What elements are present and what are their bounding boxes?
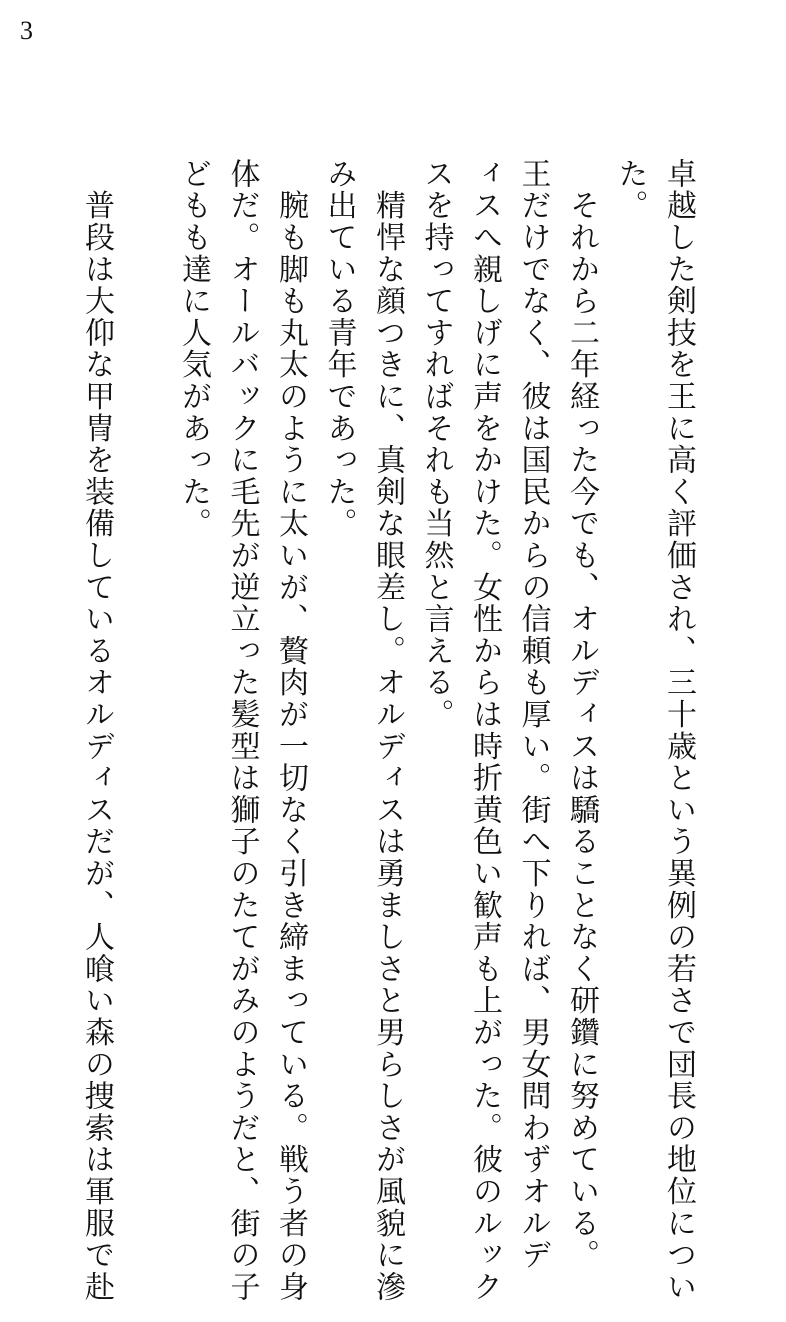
text-column: 腕も脚も丸太のように太いが、贅肉が一切なく引き締まっている。戦う者の身 xyxy=(273,158,308,1303)
page-number: 3 xyxy=(20,16,33,45)
text-column: ィスへ親しげに声をかけた。女性からは時折黄色い歓声も上がった。彼のルック xyxy=(467,158,502,1303)
text-column: 卓越した剣技を王に高く評価され、三十歳という異例の若さで団長の地位につい xyxy=(661,158,696,1303)
text-column: スを持ってすればそれも当然と言える。 xyxy=(418,158,454,731)
text-column: た。 xyxy=(612,158,648,222)
blank-column xyxy=(120,158,169,1268)
text-column: どもも達に人気があった。 xyxy=(176,158,211,540)
vertical-text-body xyxy=(72,158,703,1303)
text-column: み出ている青年であった。 xyxy=(321,158,357,540)
text-column: 精悍な顔つきに、真剣な眼差し。オルディスは勇ましさと男らしさが風貌に滲 xyxy=(370,158,405,1303)
text-column: 普段は大仰な甲冑を装備しているオルディスだが、人喰い森の捜索は軍服で赴 xyxy=(79,158,114,1303)
text-column: それから二年経った今でも、オルディスは驕ることなく研鑽に努めている。 xyxy=(564,158,599,1271)
text-column: 体だ。オールバックに毛先が逆立った髪型は獅子のたてがみのようだと、街の子 xyxy=(224,158,260,1303)
text-column: 王だけでなく、彼は国民からの信頼も厚い。街へ下りれば、男女問わずオルデ xyxy=(515,158,551,1271)
